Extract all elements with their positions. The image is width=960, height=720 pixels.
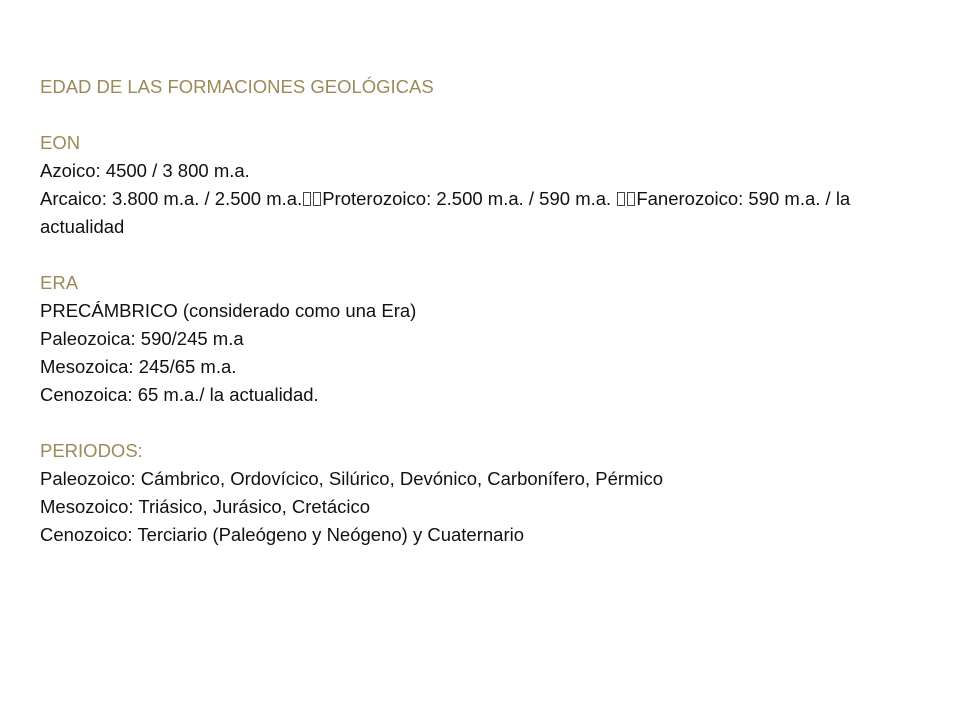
- eon-fanerozoico: Fanerozoico: 590 m.a. / la actualidad: [40, 188, 851, 237]
- spacer: [40, 409, 920, 437]
- era-line-precambrico: PRECÁMBRICO (considerado como una Era): [40, 300, 417, 321]
- page-title: EDAD DE LAS FORMACIONES GEOLÓGICAS: [40, 76, 434, 97]
- periodos-line-paleozoico: Paleozoico: Cámbrico, Ordovícico, Silúrico, Devónico, Carbonífero, Pérmico: [40, 468, 664, 489]
- eon-heading: EON: [40, 132, 81, 153]
- missing-glyph-icon: [313, 192, 321, 206]
- eon-proterozoico: Proterozoico: 2.500 m.a. / 590 m.a.: [322, 188, 617, 209]
- missing-glyph-icon: [627, 192, 635, 206]
- spacer: [40, 241, 920, 269]
- era-line-cenozoica: Cenozoica: 65 m.a./ la actualidad.: [40, 384, 319, 405]
- era-heading: ERA: [40, 272, 79, 293]
- periodos-line-mesozoico: Mesozoico: Triásico, Jurásico, Cretácico: [40, 496, 371, 517]
- eon-arcaico: Arcaico: 3.800 m.a. / 2.500 m.a.: [40, 188, 303, 209]
- slide-body: [40, 73, 920, 549]
- spacer: [40, 101, 920, 129]
- eon-paragraph: [40, 185, 920, 241]
- eon-azoico: Azoico: 4500 / 3 800 m.a.: [40, 160, 250, 181]
- periodos-heading: PERIODOS:: [40, 440, 143, 461]
- missing-glyph-icon: [617, 192, 625, 206]
- periodos-line-cenozoico: Cenozoico: Terciario (Paleógeno y Neógeno) y Cuaternario: [40, 524, 525, 545]
- missing-glyph-icon: [303, 192, 311, 206]
- era-line-paleozoica: Paleozoica: 590/245 m.a: [40, 328, 244, 349]
- era-line-mesozoica: Mesozoica: 245/65 m.a.: [40, 356, 237, 377]
